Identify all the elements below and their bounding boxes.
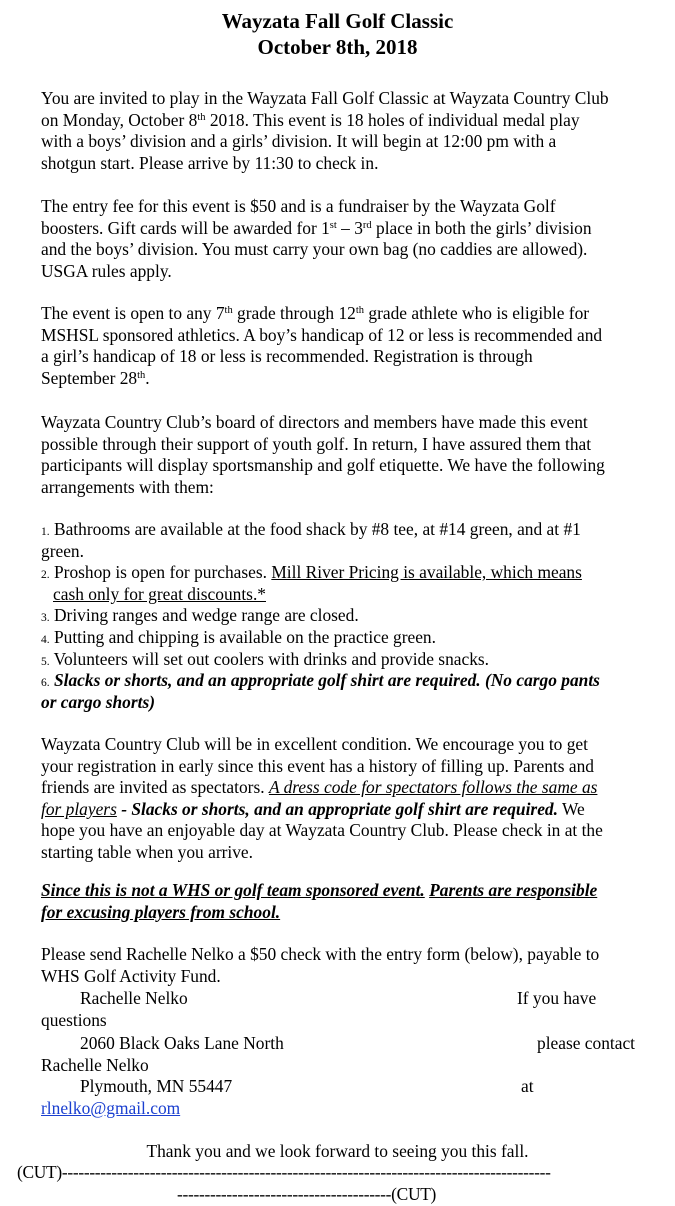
fee-line: USGA rules apply. [41,260,172,281]
list-item [41,605,661,627]
eligibility-text: The event is open to any 7 [41,303,225,323]
spectator-dress-code: for players [41,798,117,819]
pricing-note: Mill River Pricing is available, which means [271,562,582,583]
event-date-title: October 8th, 2018 [257,35,418,59]
contact-name: Rachelle Nelko [80,988,188,1008]
fee-text: place in both the girls’ division [371,217,592,238]
condition-line [41,799,661,821]
cut-line: (CUT)----------------------------------------------------------------------------------------- [17,1162,551,1182]
dress-code-text: - Slacks or shorts, and an appropriate golf shirt are required. [116,798,558,819]
mailing-city: Plymouth, MN 55447 [80,1076,233,1096]
intro-line: You are invited to play in the Wayzata Fall Golf Classic at Wayzata Country Club [41,88,609,108]
club-line: participants will display sportsmanship and golf etiquette. We have the following [41,455,605,476]
intro-paragraph [41,88,661,174]
dress-code-text: Slacks or shorts, and an appropriate golf shirt are required. (No cargo pants [53,670,600,691]
notice-text: Parents are responsible [429,880,598,900]
condition-line: hope you have an enjoyable day at Wayzata Country Club. Please check in at the [41,820,603,841]
list-item-text: Bathrooms are available at the food shack by #8 tee, at #14 green, and at #1 [53,519,581,539]
list-item-continued [41,584,661,606]
list-item [41,627,661,649]
club-line: Wayzata Country Club’s board of directors and members have made this event [41,412,588,432]
eligibility-text: . [145,367,150,388]
contact-prompt: questions [41,1010,107,1030]
condition-line: starting table when you arrive. [41,841,253,862]
list-item-continued: or cargo shorts) [41,691,156,712]
list-item [41,649,661,671]
eligibility-text: September 28 [41,367,138,388]
eligibility-text: grade athlete who is eligible for [364,303,590,323]
contact-prompt: Rachelle Nelko [41,1055,149,1075]
list-number: 4. [41,633,50,646]
eligibility-paragraph [41,303,661,389]
notice-text: Since this is not a WHS or golf team sponsored event. [41,880,425,900]
condition-line: Wayzata Country Club will be in excellent condition. We encourage you to get [41,734,588,754]
ordinal-suffix: st [329,219,337,231]
list-item-text: Proshop is open for purchases. [53,562,272,583]
fee-text: boosters. Gift cards will be awarded for 1 [41,217,330,238]
list-item-text: Putting and chipping is available on the practice green. [53,626,436,647]
ordinal-suffix: th [224,305,233,316]
club-line: arrangements with them: [41,476,214,497]
list-number: 6. [41,677,50,690]
list-item [41,519,661,541]
ordinal-suffix: rd [362,219,372,231]
condition-text: friends are invited as spectators. [41,777,269,798]
list-number: 5. [41,655,50,668]
eligibility-line: a girl’s handicap of 18 or less is recommended. Registration is through [41,346,533,367]
list-item-text: Volunteers will set out coolers with drinks and provide snacks. [53,648,490,669]
event-title: Wayzata Fall Golf Classic [221,9,454,33]
condition-text: We [557,798,585,819]
eligibility-line [41,303,661,325]
spectator-dress-code: A dress code for spectators follows the same as [268,777,598,798]
notice-line [41,880,661,902]
condition-paragraph [41,734,661,864]
arrangements-list [41,519,661,713]
list-number: 2. [41,569,50,582]
fee-text: – 3 [336,217,363,238]
email-link[interactable]: rlnelko@gmail.com [41,1098,181,1118]
list-item-text: Driving ranges and wedge range are closed. [53,605,359,626]
intro-text: 2018. This event is 18 holes of individual medal play [205,109,580,130]
fee-line: and the boys’ division. You must carry your own bag (no caddies are allowed). [41,239,588,260]
club-paragraph [41,412,661,498]
pricing-note: cash only for great discounts.* [53,583,266,604]
mailing-street: 2060 Black Oaks Lane North [80,1033,284,1053]
list-number: 1. [41,526,50,538]
contact-prompt: please contact [537,1033,636,1053]
eligibility-text: grade through 12 [232,303,356,323]
ordinal-suffix: th [355,305,365,316]
contact-prompt: at [521,1076,534,1096]
eligibility-line: MSHSL sponsored athletics. A boy’s handicap of 12 or less is recommended and [41,324,603,345]
payment-line: WHS Golf Activity Fund. [41,965,221,986]
closing-line: Thank you and we look forward to seeing you this fall. [146,1141,529,1161]
fee-line: The entry fee for this event is $50 and is a fundraiser by the Wayzata Golf [41,196,556,216]
list-item [41,562,661,584]
intro-line [41,110,661,132]
club-line: possible through their support of youth golf. In return, I have assured them that [41,433,592,454]
payment-line: Please send Rachelle Nelko a $50 check with the entry form (below), payable to [41,944,600,964]
school-notice [41,880,661,923]
ordinal-suffix: th [137,369,146,381]
list-item-continued: green. [41,540,84,561]
intro-line: shotgun start. Please arrive by 11:30 to check in. [41,152,379,173]
intro-text: on Monday, October 8 [41,109,198,130]
payment-instructions [41,944,661,987]
list-number: 3. [41,612,50,625]
condition-line: your registration in early since this event has a history of filling up. Parents and [41,755,594,776]
contact-prompt: If you have [517,988,597,1008]
intro-line: with a boys’ division and a girls’ division. It will begin at 12:00 pm with a [41,131,557,152]
condition-line [41,777,661,799]
notice-line: for excusing players from school. [41,901,281,922]
cut-line: ---------------------------------------(CUT) [177,1184,437,1204]
ordinal-suffix: th [197,111,206,123]
list-item [41,670,661,692]
fee-line [41,218,661,240]
eligibility-line [41,368,661,390]
fee-paragraph [41,196,661,282]
